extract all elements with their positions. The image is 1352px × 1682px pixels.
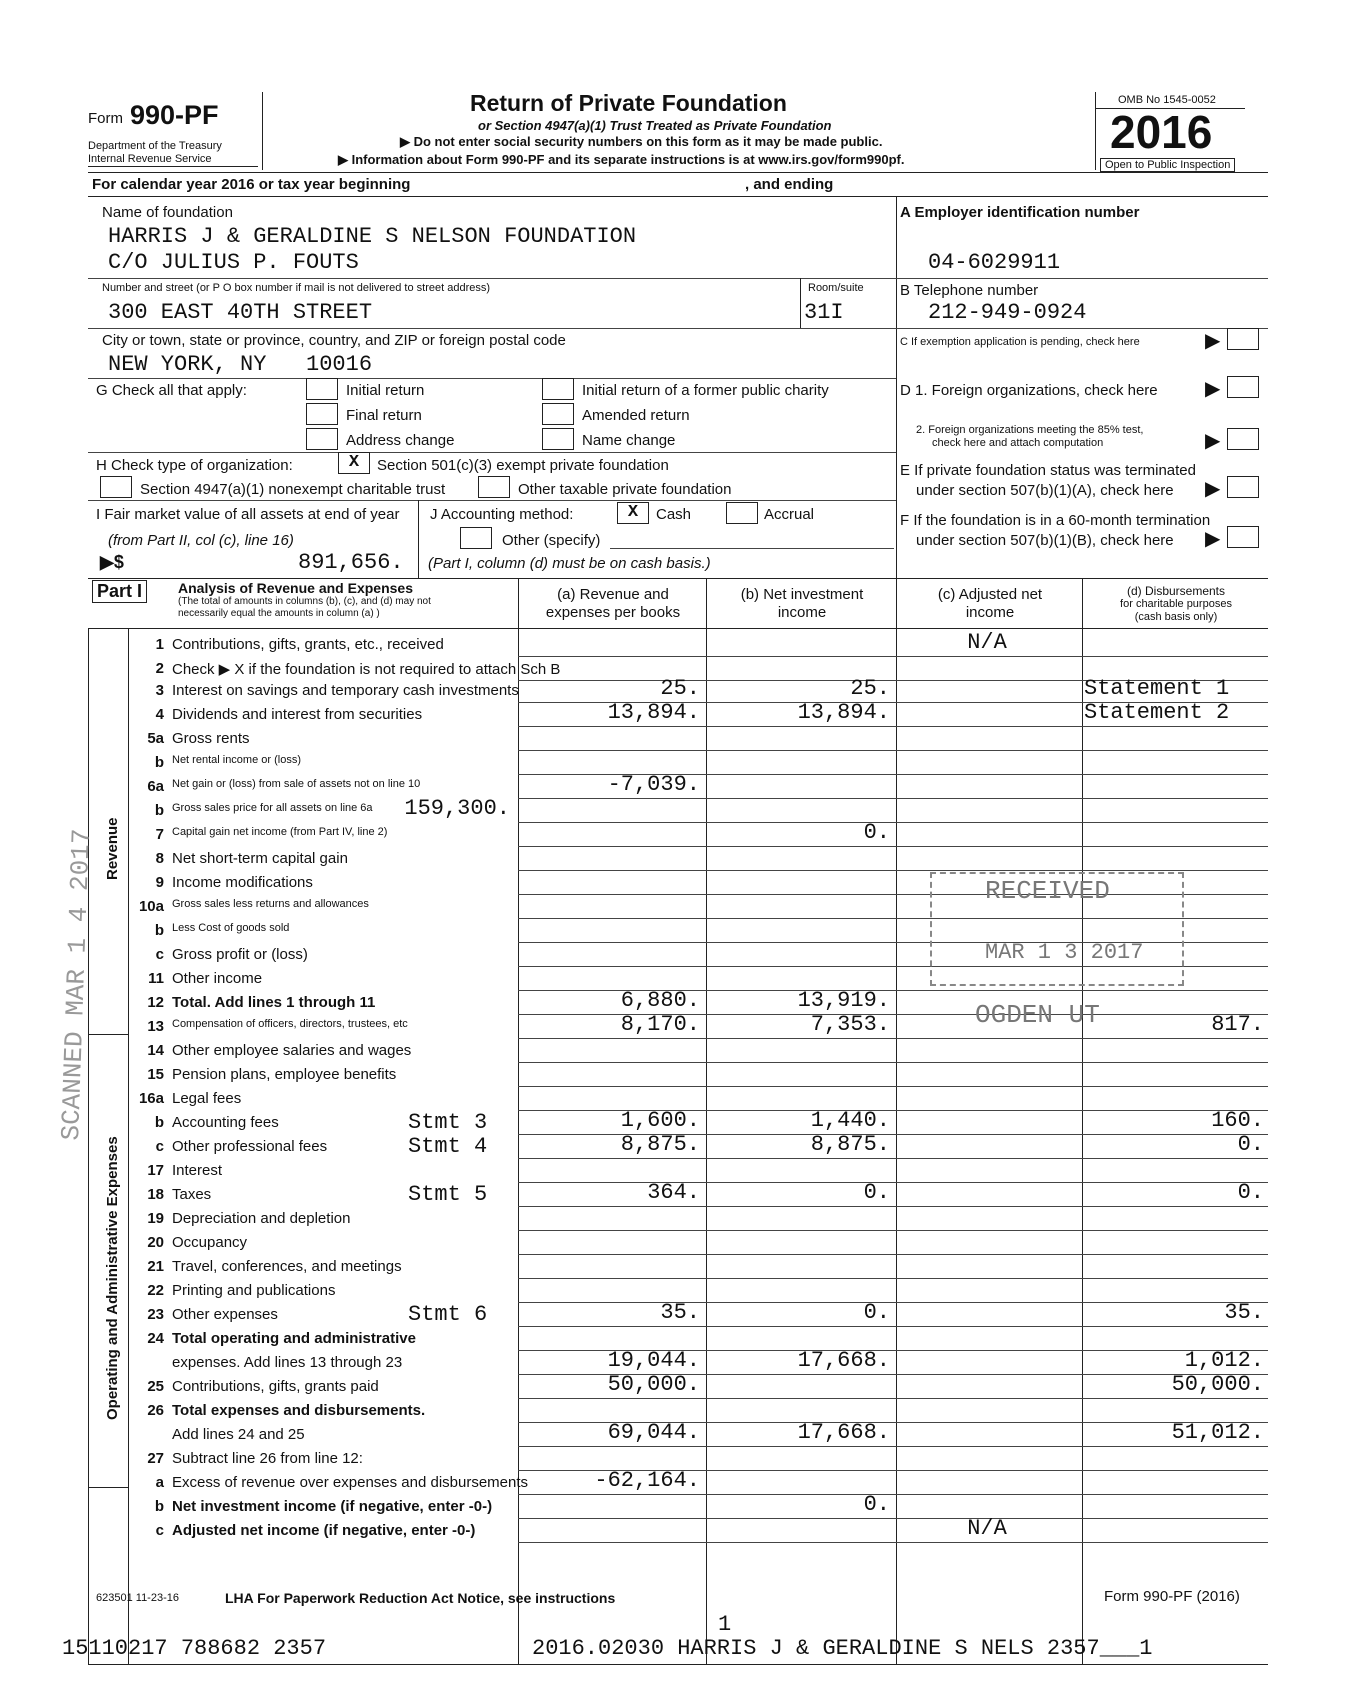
row-col-b: 0. xyxy=(863,1300,890,1325)
row-number: 16a xyxy=(138,1090,164,1107)
row-number: 15 xyxy=(147,1066,164,1083)
row-col-d: 0. xyxy=(1237,1132,1264,1157)
row-col-a: 364. xyxy=(647,1180,700,1205)
row-col-d: 0. xyxy=(1237,1180,1264,1205)
row-number: 23 xyxy=(147,1306,164,1323)
row-number: 3 xyxy=(155,682,164,699)
row-number: 4 xyxy=(155,706,164,723)
omb-number: OMB No 1545-0052 xyxy=(1118,94,1216,106)
row-label: Check ▶ X if the foundation is not required to attach Sch B xyxy=(172,661,561,678)
i-label-line1: I Fair market value of all assets at end of year xyxy=(96,506,400,523)
row-label: Total. Add lines 1 through 11 xyxy=(172,994,376,1011)
ogden-stamp-text: OGDEN UT xyxy=(975,1000,1100,1030)
ein-label: A Employer identification number xyxy=(900,204,1140,221)
row-number: b xyxy=(154,754,164,771)
row-label: Adjusted net income (if negative, enter -0-) xyxy=(172,1522,476,1539)
row-statement-ref: Stmt 6 xyxy=(408,1302,488,1327)
j-other-checkbox[interactable] xyxy=(460,527,492,549)
form-title: Return of Private Foundation xyxy=(470,90,787,116)
street-label: Number and street (or P O box number if mail is not delivered to street address) xyxy=(102,282,491,294)
row-number: 1 xyxy=(155,636,164,653)
initial-return-label: Initial return xyxy=(346,382,425,399)
row-number: b xyxy=(154,1498,164,1515)
j-accrual-label: Accrual xyxy=(764,506,815,523)
h-label: H Check type of organization: xyxy=(96,457,293,474)
col-c-header-line2: income xyxy=(965,604,1015,621)
row-label: Less Cost of goods sold xyxy=(172,922,290,934)
row-number: 2 xyxy=(155,660,164,677)
row-number: 22 xyxy=(147,1282,164,1299)
row-col-d: 817. xyxy=(1211,1012,1264,1037)
row-divider xyxy=(518,750,1268,751)
row-label: Legal fees xyxy=(172,1090,242,1107)
row-number: 27 xyxy=(147,1450,164,1467)
row-label: Capital gain net income (from Part IV, line 2) xyxy=(172,826,388,838)
phone-value: 212-949-0924 xyxy=(928,300,1087,325)
row-col-a: 8,875. xyxy=(620,1132,700,1157)
j-other-label: Other (specify) xyxy=(502,532,601,549)
row-label: Contributions, gifts, grants paid xyxy=(172,1378,379,1395)
footer-code: 623501 11-23-16 xyxy=(96,1592,179,1604)
row-label: Total operating and administrative xyxy=(172,1330,416,1347)
row-number: 26 xyxy=(147,1402,164,1419)
e-label-line2: under section 507(b)(1)(A), check here xyxy=(916,482,1174,499)
col-d-header-line1: (d) Disbursements xyxy=(1126,584,1226,598)
dept-treasury: Department of the Treasury xyxy=(88,140,222,152)
row-divider xyxy=(518,870,1268,871)
row-col-b: 17,668. xyxy=(797,1420,890,1445)
d1-checkbox[interactable] xyxy=(1227,376,1259,398)
row-divider xyxy=(518,1398,1268,1399)
row-label: Net investment income (if negative, enter -0-) xyxy=(172,1498,493,1515)
i-label-line2: (from Part II, col (c), line 16) xyxy=(108,532,294,549)
row-label: Contributions, gifts, grants, etc., received xyxy=(172,636,444,653)
row-col-b: 13,894. xyxy=(797,700,890,725)
amended-return-checkbox[interactable] xyxy=(542,403,574,425)
j-label: J Accounting method: xyxy=(430,506,574,523)
row-number: 18 xyxy=(147,1186,164,1203)
row-label: Net rental income or (loss) xyxy=(172,754,301,766)
d2-label-line1: 2. Foreign organizations meeting the 85% test, xyxy=(916,424,1144,436)
row-divider xyxy=(518,1062,1268,1063)
fair-market-value: 891,656. xyxy=(298,550,404,575)
e-arrow-icon: ▶ xyxy=(1205,478,1221,500)
row-col-b: 13,919. xyxy=(797,988,890,1013)
f-checkbox[interactable] xyxy=(1227,526,1259,548)
row-label: Gross sales less returns and allowances xyxy=(172,898,369,910)
row-divider xyxy=(518,726,1268,727)
row-col-b: 0. xyxy=(863,1492,890,1517)
amended-return-label: Amended return xyxy=(582,407,690,424)
row-divider xyxy=(518,1518,1268,1519)
col-a-header-line2: expenses per books xyxy=(545,604,681,621)
city-state-zip: NEW YORK, NY 10016 xyxy=(108,352,373,377)
h-4947-label: Section 4947(a)(1) nonexempt charitable trust xyxy=(140,481,446,498)
row-divider xyxy=(518,822,1268,823)
row-col-b: 25. xyxy=(850,676,890,701)
final-return-checkbox[interactable] xyxy=(306,403,338,425)
row-col-d: 35. xyxy=(1224,1300,1264,1325)
received-stamp-text: RECEIVED xyxy=(985,876,1110,906)
side-label-expenses: Operating and Administrative Expenses xyxy=(104,1136,121,1420)
row-label: expenses. Add lines 13 through 23 xyxy=(172,1354,403,1371)
footer-right-id: 2016.02030 HARRIS J & GERALDINE S NELS 2357___1 xyxy=(532,1636,1153,1661)
row-number: c xyxy=(155,1522,164,1539)
row-label: Add lines 24 and 25 xyxy=(172,1426,305,1443)
row-number: c xyxy=(155,946,164,963)
row-statement-ref: Stmt 5 xyxy=(408,1182,488,1207)
room-suite-label: Room/suite xyxy=(808,282,864,294)
side-label-revenue: Revenue xyxy=(104,817,121,880)
row-number: 12 xyxy=(147,994,164,1011)
row-label: Other expenses xyxy=(172,1306,278,1323)
form-subtitle: or Section 4947(a)(1) Trust Treated as Private Foundation xyxy=(478,118,832,133)
part1-heading: Analysis of Revenue and Expenses xyxy=(178,580,413,596)
f-label-line2: under section 507(b)(1)(B), check here xyxy=(916,532,1174,549)
row-label: Other professional fees xyxy=(172,1138,328,1155)
col-a-header-line1: (a) Revenue and xyxy=(557,586,669,603)
row-label: Income modifications xyxy=(172,874,313,891)
row-number: 19 xyxy=(147,1210,164,1227)
row-label: Gross profit or (loss) xyxy=(172,946,308,963)
room-suite: 31I xyxy=(804,300,844,325)
h-501c3-label: Section 501(c)(3) exempt private foundation xyxy=(377,457,669,474)
row-divider xyxy=(518,1038,1268,1039)
h-other-taxable-checkbox[interactable] xyxy=(478,476,510,498)
h-501c3-checkbox[interactable]: X xyxy=(338,452,370,474)
row-number: 6a xyxy=(147,778,164,795)
j-cash-label: Cash xyxy=(656,506,692,523)
row-label: Other employee salaries and wages xyxy=(172,1042,412,1059)
row-col-a: 1,600. xyxy=(620,1108,700,1133)
page-number: 1 xyxy=(718,1612,732,1637)
row-divider xyxy=(518,798,1268,799)
d1-arrow-icon: ▶ xyxy=(1205,378,1221,400)
row-divider xyxy=(518,1542,1268,1543)
row-label: Net short-term capital gain xyxy=(172,850,348,867)
row-label: Pension plans, employee benefits xyxy=(172,1066,397,1083)
row-label: Other income xyxy=(172,970,263,987)
row-label: Net gain or (loss) from sale of assets not on line 10 xyxy=(172,778,421,790)
row-col-d: Statement 2 xyxy=(1084,700,1230,725)
row-col-a: 25. xyxy=(660,676,700,701)
row-label: Occupancy xyxy=(172,1234,248,1251)
row-number: 10a xyxy=(138,898,164,915)
row-col-d: Statement 1 xyxy=(1084,676,1230,701)
row-divider xyxy=(518,1326,1268,1327)
row-col-d: 160. xyxy=(1211,1108,1264,1133)
foundation-name-line1: HARRIS J & GERALDINE S NELSON FOUNDATION xyxy=(108,224,637,249)
row-label: Depreciation and depletion xyxy=(172,1210,351,1227)
col-b-header-line1: (b) Net investment xyxy=(740,586,864,603)
row-number: c xyxy=(155,1138,164,1155)
irs-label: Internal Revenue Service xyxy=(88,153,212,165)
row-label: Gross sales price for all assets on line 6a xyxy=(172,802,373,814)
part1-label: Part I xyxy=(92,580,147,603)
received-stamp-date: MAR 1 3 2017 xyxy=(985,940,1144,965)
initial-former-charity-label: Initial return of a former public charity xyxy=(582,382,829,399)
row-divider xyxy=(518,1158,1268,1159)
row-divider xyxy=(518,1494,1268,1495)
footer-left-id: 15110217 788682 2357 xyxy=(62,1636,327,1661)
row-divider xyxy=(518,1086,1268,1087)
row-label: Gross rents xyxy=(172,730,250,747)
col-d-header-line3: (cash basis only) xyxy=(1134,611,1218,623)
row-divider xyxy=(518,1230,1268,1231)
row-number: 7 xyxy=(155,826,164,843)
col-c-header-line1: (c) Adjusted net xyxy=(937,586,1043,603)
d2-checkbox[interactable] xyxy=(1227,428,1259,450)
row-divider xyxy=(518,1254,1268,1255)
row-label: Travel, conferences, and meetings xyxy=(172,1258,402,1275)
row-divider xyxy=(518,1278,1268,1279)
i-dollar-prefix: ▶$ xyxy=(100,552,124,572)
col-d-header-line2: for charitable purposes xyxy=(1120,598,1232,610)
calendar-year-label: For calendar year 2016 or tax year beginning xyxy=(92,176,411,193)
name-change-checkbox[interactable] xyxy=(542,428,574,450)
row-col-b: 0. xyxy=(863,820,890,845)
row-label: Interest xyxy=(172,1162,223,1179)
row-col-a: 13,894. xyxy=(607,700,700,725)
address-change-checkbox[interactable] xyxy=(306,428,338,450)
row-number: 8 xyxy=(155,850,164,867)
e-checkbox[interactable] xyxy=(1227,476,1259,498)
row-number: 5a xyxy=(147,730,164,747)
row-label: Accounting fees xyxy=(172,1114,279,1131)
j-cash-checkbox[interactable]: X xyxy=(617,502,649,524)
h-4947-checkbox[interactable] xyxy=(100,476,132,498)
row-number: 13 xyxy=(147,1018,164,1035)
foundation-name-line2: C/O JULIUS P. FOUTS xyxy=(108,250,359,275)
row-col-a: 8,170. xyxy=(620,1012,700,1037)
row-label: Excess of revenue over expenses and disbursements xyxy=(172,1474,529,1491)
row-number: 21 xyxy=(147,1258,164,1275)
row-label: Dividends and interest from securities xyxy=(172,706,423,723)
row-label: Taxes xyxy=(172,1186,212,1203)
form-word: Form xyxy=(88,110,123,127)
c-exemption-checkbox[interactable] xyxy=(1227,328,1259,350)
row-number: a xyxy=(155,1474,164,1491)
c-arrow-icon: ▶ xyxy=(1205,330,1221,352)
row-divider xyxy=(518,846,1268,847)
form-number: 990-PF xyxy=(130,100,219,130)
row-col-c: N/A xyxy=(967,630,1007,655)
footer-form-ref: Form 990-PF (2016) xyxy=(1104,1588,1240,1605)
row-col-c: N/A xyxy=(967,1516,1007,1541)
foundation-name-label: Name of foundation xyxy=(102,204,233,221)
row-label: Subtract line 26 from line 12: xyxy=(172,1450,363,1467)
row-label: Printing and publications xyxy=(172,1282,336,1299)
row-col-a: 50,000. xyxy=(607,1372,700,1397)
row-col-b: 7,353. xyxy=(810,1012,890,1037)
d2-arrow-icon: ▶ xyxy=(1205,430,1221,452)
row-number: b xyxy=(154,922,164,939)
row-statement-ref: Stmt 3 xyxy=(408,1110,488,1135)
row-col-d: 50,000. xyxy=(1171,1372,1264,1397)
row-col-d: 51,012. xyxy=(1171,1420,1264,1445)
j-note: (Part I, column (d) must be on cash basis.) xyxy=(428,555,711,572)
d2-label-line2: check here and attach computation xyxy=(932,437,1104,449)
row-label: Total expenses and disbursements. xyxy=(172,1402,426,1419)
city-label: City or town, state or province, country, and ZIP or foreign postal code xyxy=(102,332,566,349)
row-divider xyxy=(518,1446,1268,1447)
ein-value: 04-6029911 xyxy=(928,250,1061,275)
c-exemption-label: C If exemption application is pending, check here xyxy=(900,336,1140,348)
scanned-stamp: SCANNED MAR 1 4 2017 xyxy=(56,828,97,1142)
initial-former-charity-checkbox[interactable] xyxy=(542,378,574,400)
row-number: 17 xyxy=(147,1162,164,1179)
street-address: 300 EAST 40TH STREET xyxy=(108,300,373,325)
row-col-b: 17,668. xyxy=(797,1348,890,1373)
row-statement-ref: Stmt 4 xyxy=(408,1134,488,1159)
name-change-label: Name change xyxy=(582,432,676,449)
and-ending-label: , and ending xyxy=(745,176,834,193)
row-number: 24 xyxy=(147,1330,164,1347)
row-col-b: 8,875. xyxy=(810,1132,890,1157)
final-return-label: Final return xyxy=(346,407,422,424)
row-divider xyxy=(518,1206,1268,1207)
h-other-taxable-label: Other taxable private foundation xyxy=(518,481,732,498)
row-number: 20 xyxy=(147,1234,164,1251)
part1-heading-note1: (The total of amounts in columns (b), (c), and (d) may not xyxy=(178,596,431,607)
part1-heading-note2: necessarily equal the amounts in column (a) ) xyxy=(178,608,380,619)
row-number: b xyxy=(154,1114,164,1131)
row-divider xyxy=(518,656,1268,657)
row-col-a: 35. xyxy=(660,1300,700,1325)
row-col-a: -7,039. xyxy=(607,772,700,797)
row-number: 25 xyxy=(147,1378,164,1395)
open-public-inspection: Open to Public Inspection xyxy=(1100,158,1235,172)
row-number: 11 xyxy=(148,970,164,987)
row-label: Compensation of officers, directors, trustees, etc xyxy=(172,1018,408,1030)
f-label-line1: F If the foundation is in a 60-month termination xyxy=(900,512,1211,529)
e-label-line1: E If private foundation status was terminated xyxy=(900,462,1196,479)
tax-year: 2016 xyxy=(1110,106,1213,158)
f-arrow-icon: ▶ xyxy=(1205,528,1221,550)
d1-label: D 1. Foreign organizations, check here xyxy=(900,382,1158,399)
row-label: Interest on savings and temporary cash investments xyxy=(172,682,519,699)
ssn-notice: ▶ Do not enter social security numbers on this form as it may be made public. xyxy=(400,134,883,149)
row-col-a: -62,164. xyxy=(594,1468,700,1493)
row-number: 14 xyxy=(147,1042,164,1059)
row-inline-value: 159,300. xyxy=(404,796,510,821)
g-label: G Check all that apply: xyxy=(96,382,247,399)
footer-lha: LHA For Paperwork Reduction Act Notice, see instructions xyxy=(225,1590,616,1606)
row-col-b: 0. xyxy=(863,1180,890,1205)
row-col-b: 1,440. xyxy=(810,1108,890,1133)
initial-return-checkbox[interactable] xyxy=(306,378,338,400)
row-col-d: 1,012. xyxy=(1184,1348,1264,1373)
address-change-label: Address change xyxy=(346,432,455,449)
row-col-a: 6,880. xyxy=(620,988,700,1013)
row-col-a: 69,044. xyxy=(607,1420,700,1445)
row-number: b xyxy=(154,802,164,819)
row-number: 9 xyxy=(155,874,164,891)
col-b-header-line2: income xyxy=(777,604,827,621)
row-col-a: 19,044. xyxy=(607,1348,700,1373)
phone-label: B Telephone number xyxy=(900,282,1039,299)
info-notice: ▶ Information about Form 990-PF and its separate instructions is at www.irs.gov/form990pf. xyxy=(338,152,905,167)
j-accrual-checkbox[interactable] xyxy=(726,502,758,524)
